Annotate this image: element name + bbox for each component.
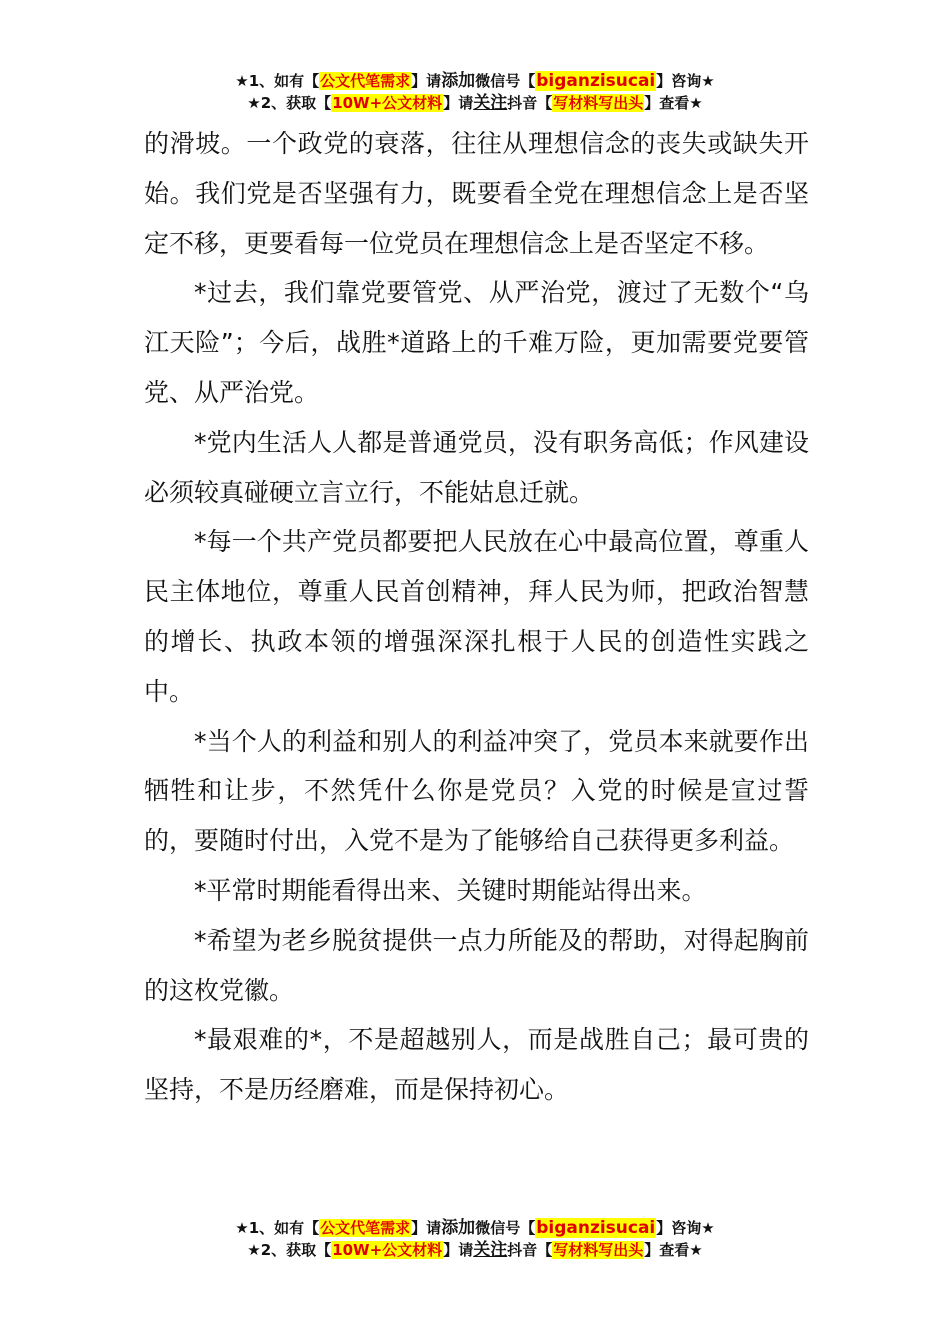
promo-highlight: 10W+公文材料 <box>332 1241 443 1259</box>
paragraph: *党内生活人人都是普通党员，没有职务高低；作风建设必须较真碰硬立言立行，不能姑息迁就。 <box>144 427 809 507</box>
paragraph: 的滑坡。一个政党的衰落，往往从理想信念的丧失或缺失开始。我们党是否坚强有力，既要看全党在理想信念上是否坚定不移，更要看每一位党员在理想信念上是否坚定不移。 <box>144 129 809 258</box>
paragraph: *过去，我们靠党要管党、从严治党，渡过了无数个“乌江天险”；今后，战胜*道路上的千难万险，更加需要党要管党、从严治党。 <box>144 278 809 407</box>
promo-line-1: ★1、如有【公文代笔需求】请添加微信号【biganzisucai】咨询★ <box>235 1218 715 1238</box>
promo-line-2: ★2、获取【10W+公文材料】请关注抖音【写材料写出头】查看★ <box>247 93 703 113</box>
paragraph: *平常时期能看得出来、关键时期能站得出来。 <box>194 875 707 905</box>
promo-highlight: 公文代笔需求 <box>320 1219 411 1237</box>
douyin-highlight: 写材料写出头 <box>553 1241 644 1259</box>
paragraph: *最艰难的*，不是超越别人，而是战胜自己；最可贵的坚持，不是历经磨难，而是保持初心。 <box>144 1025 809 1105</box>
paragraph: *希望为老乡脱贫提供一点力所能及的帮助，对得起胸前的这枚党徽。 <box>144 925 809 1005</box>
wechat-id-highlight: biganzisucai <box>536 71 656 91</box>
paragraph: *每一个共产党员都要把人民放在心中最高位置，尊重人民主体地位，尊重人民首创精神，拜人民为师，把政治智慧的增长、执政本领的增强深深扎根于人民的创造性实践之中。 <box>144 527 809 706</box>
promo-line-2: ★2、获取【10W+公文材料】请关注抖音【写材料写出头】查看★ <box>247 1240 703 1260</box>
header-promo <box>0 70 950 114</box>
footer-promo <box>0 1217 950 1261</box>
document-body <box>144 119 809 1115</box>
wechat-id-highlight: biganzisucai <box>536 1218 656 1238</box>
douyin-highlight: 写材料写出头 <box>553 94 644 112</box>
promo-line-1: ★1、如有【公文代笔需求】请添加微信号【biganzisucai】咨询★ <box>235 71 715 91</box>
promo-highlight: 公文代笔需求 <box>320 72 411 90</box>
promo-highlight: 10W+公文材料 <box>332 94 443 112</box>
paragraph: *当个人的利益和别人的利益冲突了，党员本来就要作出牺牲和让步，不然凭什么你是党员？入党的时候是宣过誓的，要随时付出，入党不是为了能够给自己获得更多利益。 <box>144 726 809 856</box>
